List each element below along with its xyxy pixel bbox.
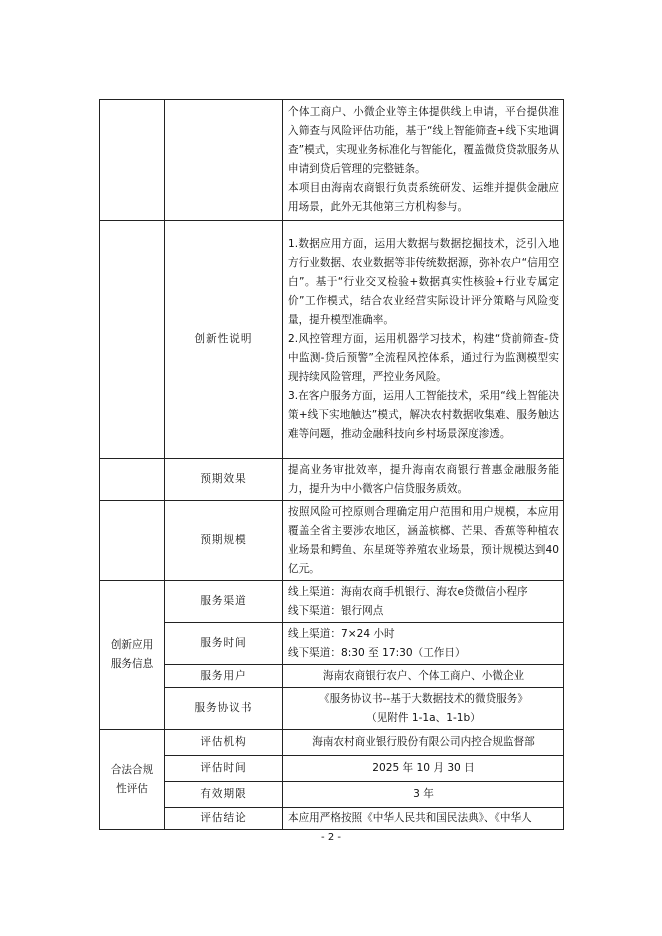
service-users-content: 海南农商银行农户、个体工商户、小微企业: [283, 665, 564, 688]
service-time-label: 服务时间: [165, 623, 283, 665]
service-info-label-line: 创新应用: [110, 639, 154, 651]
service-time-content: [283, 623, 564, 665]
blank-cell: [100, 221, 165, 459]
assessment-org-content: 海南农村商业银行股份有限公司内控合规监督部: [283, 730, 564, 756]
table-row: [100, 756, 564, 782]
compliance-group-label: [100, 730, 165, 830]
innovation-paragraph: 1.数据应用方面，运用大数据与数据挖掘技术，泛引入地方行业数据、农业数据等非传统数据源，弥补农户“信用空白”。基于“行业交叉检验+数据真实性核验+行业专属定价”工作模式，结合农业经营实际设计评分策略与风险变量，提升模型准确率。: [288, 238, 559, 326]
page-number: - 2 -: [321, 832, 341, 843]
effect-content: 提高业务审批效率，提升海南农商银行普惠金融服务能力，提升为中小微客户信贷服务质效。: [283, 459, 564, 501]
table-row: [100, 100, 564, 221]
innovation-content: [283, 221, 564, 459]
service-info-group-label: [100, 581, 165, 730]
scale-content: 按照风险可控原则合理确定用户范围和用户规模，本应用覆盖全省主要涉农地区，涵盖槟榔、芒果、香蕉等种植农业场景和鳄鱼、东星斑等养殖农业场景，预计规模达到40亿元。: [283, 501, 564, 581]
description-paragraph: 个体工商户、小微企业等主体提供线上申请，平台提供准入筛查与风险评估功能，基于“线上智能筛查+线下实地调查”模式，实现业务标准化与智能化，覆盖微贷贷款服务从申请到贷后管理的完整链条。: [288, 106, 559, 175]
table-row: [100, 221, 564, 459]
innovation-paragraph: 3.在客户服务方面，运用人工智能技术，采用“线上智能决策+线下实地触达”模式，解决农村数据收集难、服务触达难等问题，推动金融科技向乡村场景深度渗透。: [288, 390, 559, 440]
compliance-label-line: 合法合规: [110, 763, 154, 776]
agreement-content: [283, 688, 564, 730]
assessment-time-label: 评估时间: [165, 756, 283, 782]
validity-label: 有效期限: [165, 782, 283, 808]
service-time-line: 线上渠道：7×24 小时: [288, 627, 395, 640]
innovation-paragraph: 2.风控管理方面，运用机器学习技术，构建“贷前筛查-贷中监测-贷后预警”全流程风控体系，通过行为监测模型实现持续风险管理，严控业务风险。: [288, 333, 559, 383]
description-cell: [283, 100, 564, 221]
application-info-table: [99, 99, 564, 830]
conclusion-label: 评估结论: [165, 808, 283, 830]
channel-content: [283, 581, 564, 623]
table-row: [100, 459, 564, 501]
agreement-line: （见附件 1-1a、1-1b）: [366, 711, 481, 724]
channel-line: 线上渠道：海南农商手机银行、海农e贷微信小程序: [288, 585, 528, 598]
service-users-label: 服务用户: [165, 665, 283, 688]
compliance-label-line: 性评估: [116, 782, 148, 795]
table-row: [100, 665, 564, 688]
service-info-label-line: 服务信息: [110, 658, 154, 670]
blank-cell: [165, 100, 283, 221]
channel-label: 服务渠道: [165, 581, 283, 623]
innovation-label: 创新性说明: [165, 221, 283, 459]
assessment-time-content: 2025 年 10 月 30 日: [283, 756, 564, 782]
agreement-label: 服务协议书: [165, 688, 283, 730]
conclusion-content: 本应用严格按照《中华人民共和国民法典》、《中华人: [283, 808, 564, 830]
table-row: [100, 581, 564, 623]
scale-label: 预期规模: [165, 501, 283, 581]
validity-content: 3 年: [283, 782, 564, 808]
blank-cell: [100, 100, 165, 221]
table-row: [100, 808, 564, 830]
table-row: [100, 501, 564, 581]
table-row: [100, 730, 564, 756]
service-time-line: 线下渠道：8:30 至 17:30（工作日）: [288, 646, 466, 659]
table-row: [100, 688, 564, 730]
blank-cell: [100, 501, 165, 581]
description-paragraph: 本项目由海南农商银行负责系统研发、运维并提供金融应用场景，此外无其他第三方机构参与。: [288, 182, 559, 213]
table-row: [100, 782, 564, 808]
blank-cell: [100, 459, 165, 501]
channel-line: 线下渠道：银行网点: [288, 604, 384, 617]
effect-label: 预期效果: [165, 459, 283, 501]
agreement-line: 《服务协议书--基于大数据技术的微贷服务》: [319, 692, 528, 705]
assessment-org-label: 评估机构: [165, 730, 283, 756]
table-row: [100, 623, 564, 665]
